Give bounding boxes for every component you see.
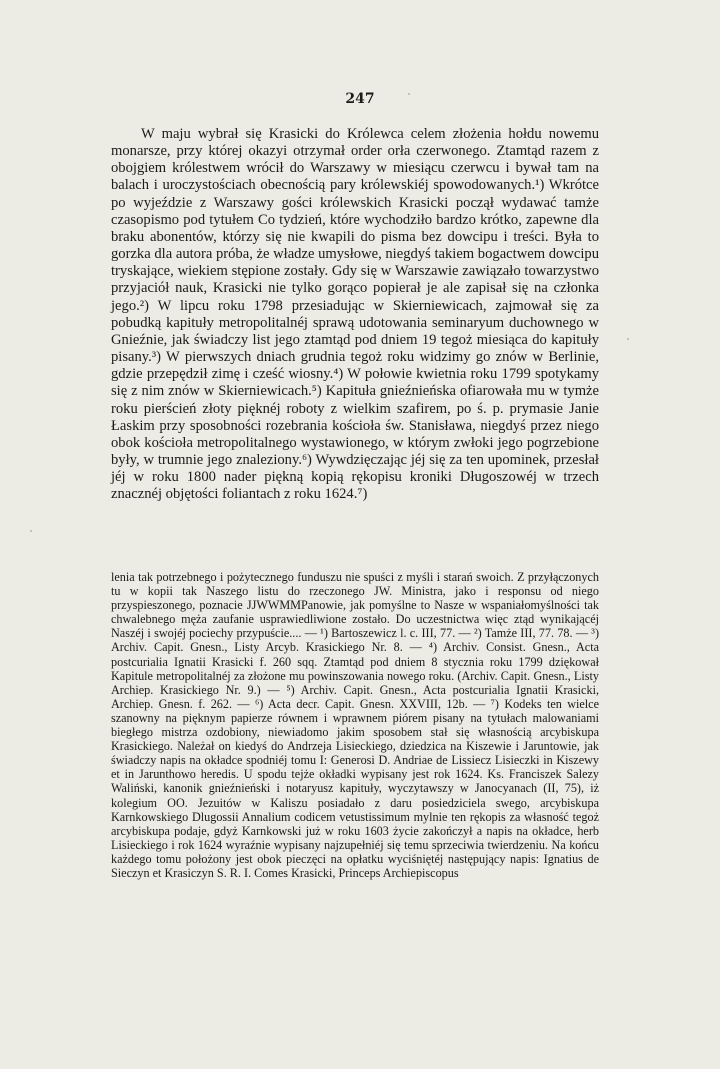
scan-speck xyxy=(408,93,410,95)
page-number: 247 xyxy=(345,91,375,107)
main-text-paragraph xyxy=(111,126,599,503)
footnotes-block xyxy=(111,570,599,880)
footnotes-body: lenia tak potrzebnego i pożytecznego funduszu nie spuści z myśli i starań swoich. Z przyłączonych tu w kopii tak Naszego listu do rzeczonego JW. Ministra, jako i responsu od niego przyspieszonego, poznacie JJWWMMPanowie, jak pomyślne to Nasze w wspaniałomyślności tak chwalebnego męża zaufanie usprawiedliwione zostało. Do uczestnictwa więc ztąd wynikającéj Naszéj i swojéj pociechy przypuście.... — ¹) Bartoszewicz l. c. III, 77. — ²) Tamże III, 77. 78. — ³) Archiv. Capit. Gnesn., Listy Arcyb. Krasickiego Nr. 8. — ⁴) Archiv. Consist. Gnesn., Acta postcurialia Ignatii Krasicki f. 260 sqq. Ztamtąd pod dniem 8 stycznia roku 1799 dziękował Kapitule metropolitalnéj za złożone mu powinszowania nowego roku. (Archiv. Capit. Gnesn., Listy Archiep. Krasickiego Nr. 9.) — ⁵) Archiv. Capit. Gnesn., Acta postcurialia Ignatii Krasicki, Archiep. Gnesn. f. 262. — ⁶) Acta decr. Capit. Gnesn. XXVIII, 12b. — ⁷) Kodeks ten wielce szanowny na pięknym papierze równem i wprawnem piórem pisany na tytułach malowaniami biegłego mistrza ozdobiony, niewiadomo jakim sposobem stał się własnością arcybiskupa Krasickiego. Należał on kiedyś do Andrzeja Lisieckiego, dziedzica na Kiszewie i Jaruntowie, jak świadczy napis na okładce spodniéj tomu I: Generosi D. Andriae de Lissiecz Lisieczki in Kiszewy et in Jarunthowo heredis. U spodu tejże okładki wypisany jest rok 1624. Ks. Franciszek Salezy Waliński, kanonik gnieźnieński i notaryusz kapituły, wyczytawszy w Janocyanach (II, 75), iż kolegium OO. Jezuitów w Kaliszu posiadało z daru posiedziciela swego, arcybiskupa Karnkowskiego Dlugossii Annalium codicem vetustissimum mylnie ten rękopis za własność tegoż arcybiskupa podaje, gdyż Karnkowski już w roku 1603 życie zakończył a napis na okładce, herb Lisieckiego i rok 1624 wyraźnie wypisany najzupełniéj się temu sprzeciwia twierdzeniu. Na końcu każdego tomu położony jest obok pieczęci na opłatku wyciśniętéj następujący napis: Ignatius de Sieczyn et Krasiczyn S. R. I. Comes Krasicki, Princeps Archiepiscopus xyxy=(111,570,599,880)
scan-speck xyxy=(30,530,32,532)
scan-speck xyxy=(627,338,629,340)
main-text-body: W maju wybrał się Krasicki do Królewca celem złożenia hołdu nowemu monarsze, przy której okazyi otrzymał order orła czerwonego. Ztamtąd razem z obojgiem królestwem wrócił do Warszawy w miesiącu czerwcu i bywał tam na balach i uroczystościach obecnością pary królewskiéj spowodowanych.¹) Wkrótce po wyjeździe z Warszawy gości królewskich Krasicki począł wydawać tamże czasopismo pod tytułem Co tydzień, które wychodziło bardzo krótko, zapewne dla braku abonentów, którzy się nie kwapili do pisma bez dowcipu i treści. Była to gorzka dla autora próba, że władze umysłowe, niegdyś takiem bogactwem dowcipu tryskające, wiekiem stępione zostały. Gdy się w Warszawie zawiązało towarzystwo przyjaciół nauk, Krasicki nie tylko gorąco popierał je ale zapisał się na członka jego.²) W lipcu roku 1798 przesiadując w Skierniewicach, zajmował się za pobudką kapituły metropolitalnéj sprawą udotowania seminaryum duchownego w Gnieźnie, jak świadczy list jego ztamtąd pod dniem 19 tegoż miesiąca do kapituły pisany.³) W pierwszych dniach grudnia tegoż roku widzimy go znów w Berlinie, gdzie przepędził zimę i cześć wiosny.⁴) W połowie kwietnia roku 1799 spotykamy się z nim znów w Skierniewicach.⁵) Kapituła gnieźnieńska ofiarowała mu w tymże roku pierścień złoty pięknéj roboty z wielkim szafirem, po ś. p. prymasie Janie Łaskim przy sposobności rozebrania kościoła św. Stanisława, niegdyś przez niego obok kościoła metropolitalnego wystawionego, w którym zwłoki jego pogrzebione były, w trumnie jego znaleziony.⁶) Wywdzięczając jéj się za ten upominek, przesłał jéj w roku 1800 nader piękną kopią rękopisu kroniki Długoszowéj w trzech znacznéj objętości foliantach z roku 1624.⁷) xyxy=(111,126,599,503)
